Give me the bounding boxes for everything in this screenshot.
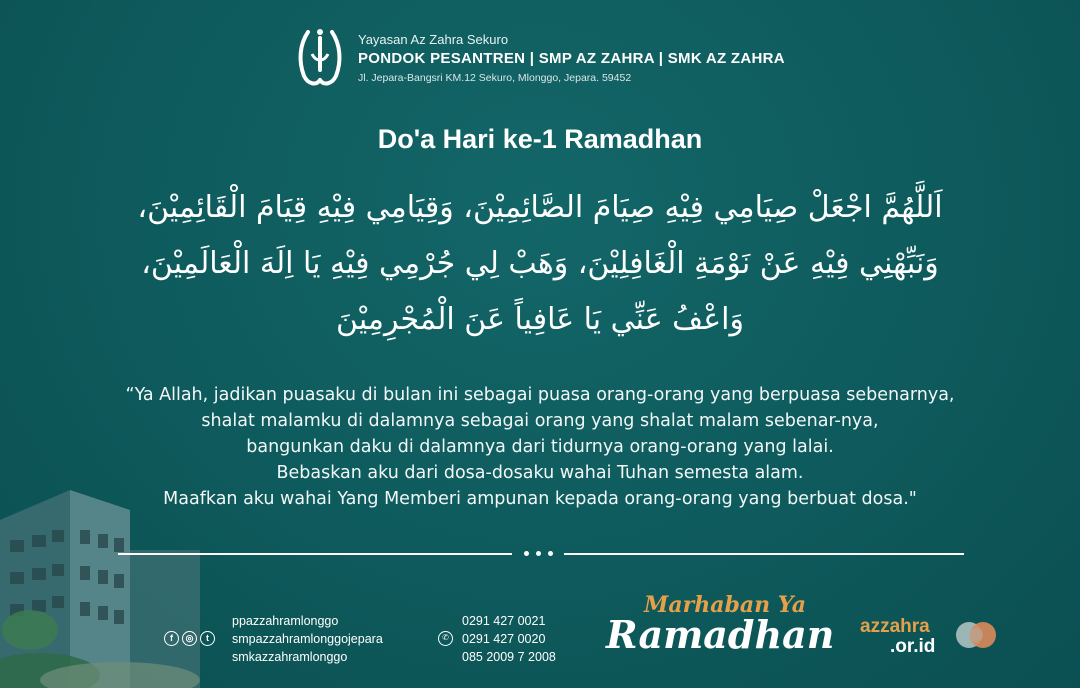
divider-dot bbox=[524, 551, 529, 556]
phone-number[interactable]: 0291 427 0020 bbox=[462, 632, 546, 646]
translation-line: shalat malamku di dalamnya sebagai orang yang shalat malam sebenar-nya, bbox=[201, 411, 879, 431]
divider-line-left bbox=[118, 553, 512, 555]
phone-number[interactable]: 0291 427 0021 bbox=[462, 614, 546, 628]
address: Jl. Jepara-Bangsri KM.12 Sekuro, Mlonggo, Jepara. 59452 bbox=[358, 72, 632, 84]
brand-name: azzahra bbox=[860, 616, 930, 637]
foundation-name: Yayasan Az Zahra Sekuro bbox=[358, 32, 509, 47]
phone-list bbox=[462, 612, 556, 666]
social-icons bbox=[164, 631, 215, 646]
ramadhan-text: Ramadhan bbox=[606, 612, 835, 657]
social-handle[interactable]: smkazzahramlonggo bbox=[232, 650, 348, 664]
facebook-icon[interactable]: f bbox=[164, 631, 179, 646]
social-handle[interactable]: ppazzahramlonggo bbox=[232, 614, 339, 628]
arabic-line: وَنَبِّهْنِي فِيْهِ عَنْ نَوْمَةِ الْغَافِلِيْنَ، وَهَبْ لِي جُرْمِي فِيْهِ يَا اِلَهَ الْعَالَمِيْنَ، bbox=[141, 246, 939, 281]
divider-dot bbox=[536, 551, 541, 556]
divider-dot bbox=[548, 551, 553, 556]
page-title: Do'a Hari ke-1 Ramadhan bbox=[377, 124, 703, 154]
arabic-line: وَاعْفُ عَنِّي يَا عَافِياً عَنَ الْمُجْرِمِيْنَ bbox=[336, 302, 744, 337]
brand-circles-icon bbox=[953, 620, 999, 650]
social-handles bbox=[232, 612, 383, 666]
divider bbox=[118, 552, 964, 556]
translation-line: bangunkan daku di dalamnya dari tidurnya orang-orang yang lalai. bbox=[246, 437, 834, 457]
whatsapp-icon: ✆ bbox=[438, 631, 453, 646]
brand-tld: .or.id bbox=[890, 636, 936, 657]
twitter-icon[interactable]: t bbox=[200, 631, 215, 646]
translation bbox=[40, 382, 1040, 512]
arabic-line: اَللَّهُمَّ اجْعَلْ صِيَامِي فِيْهِ صِيَامَ الصَّائِمِيْنَ، وَقِيَامِي فِيْهِ قِيَامَ الْقَائِمِيْنَ، bbox=[137, 190, 943, 225]
social-handle[interactable]: smpazzahramlonggojepara bbox=[232, 632, 383, 646]
school-names: PONDOK PESANTREN | SMP AZ ZAHRA | SMK AZ ZAHRA bbox=[358, 50, 785, 67]
az-zahra-logo bbox=[290, 24, 350, 90]
translation-line: “Ya Allah, jadikan puasaku di bulan ini sebagai puasa orang-orang yang berpuasa sebenarnya, bbox=[125, 385, 955, 405]
marhaban-text: Marhaban Ya bbox=[644, 592, 806, 618]
translation-line: Bebaskan aku dari dosa-dosaku wahai Tuhan semesta alam. bbox=[276, 463, 804, 483]
divider-line-right bbox=[564, 553, 964, 555]
phone-number[interactable]: 085 2009 7 2008 bbox=[462, 650, 556, 664]
arabic-prayer bbox=[90, 180, 990, 348]
translation-line: Maafkan aku wahai Yang Memberi ampunan kepada orang-orang yang berbuat dosa." bbox=[163, 489, 917, 509]
instagram-icon[interactable]: ◎ bbox=[182, 631, 197, 646]
marhaban-ya-ramadhan-logo bbox=[606, 590, 835, 660]
